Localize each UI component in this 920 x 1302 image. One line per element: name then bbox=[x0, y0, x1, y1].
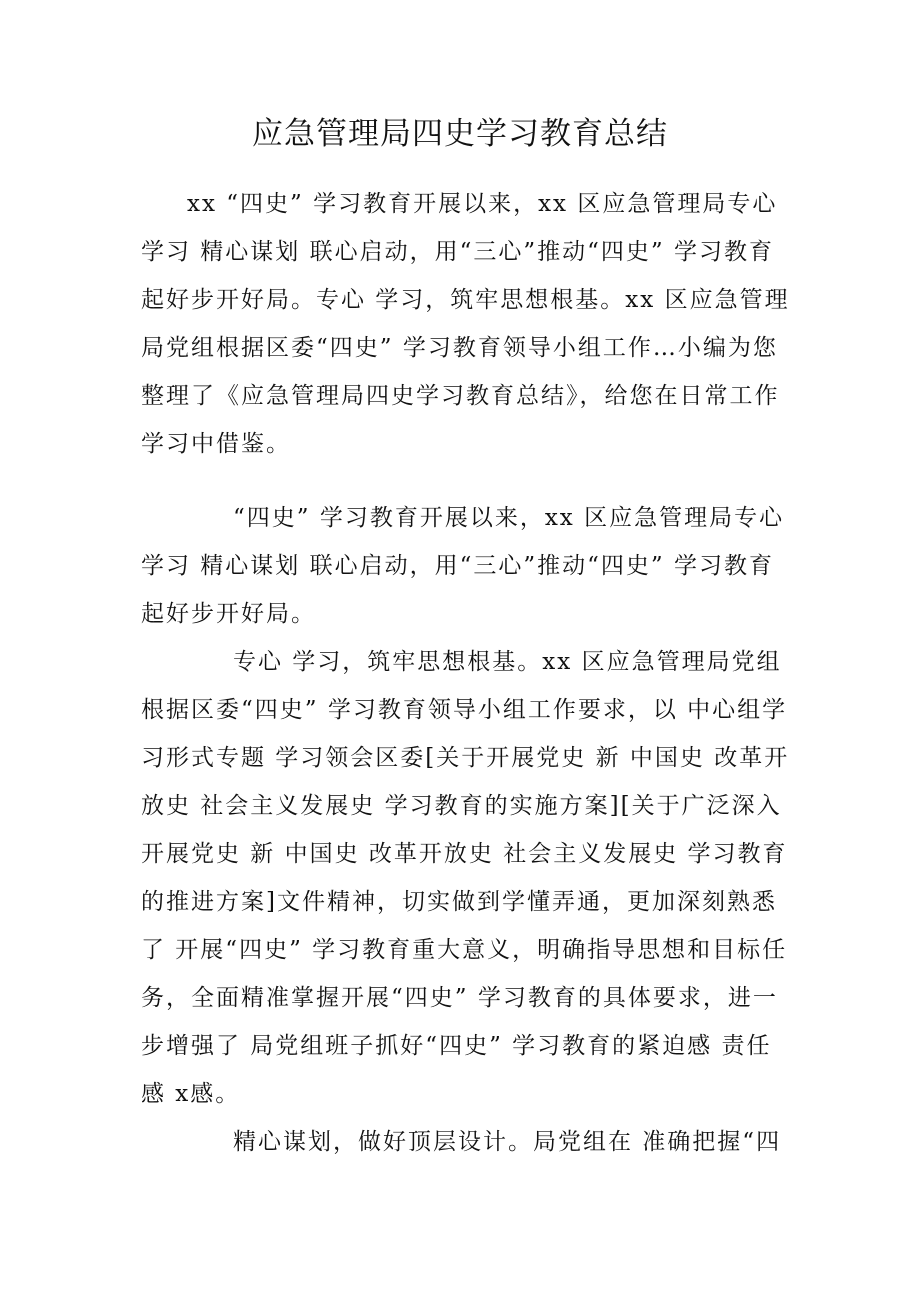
paragraph-study: 专心 学习，筑牢思想根基。xx 区应急管理局党组根据区委“四史” 学习教育领导小组工作要求，以 中心组学习形式专题 学习领会区委[关于开展党史 新 中国史 改革开放史 社会主义发展史 学习教育的实施方案][关于广泛深入开展党史 新 中国史 改革开放史 社会主义发展史 学习教育的推进方案]文件精神，切实做到学懂弄通，更加深刻熟悉了 开展“四史” 学习教育重大意义，明确指导思想和目标任务，全面精准掌握开展“四史” 学习教育的具体要求，进一步增强了 局党组班子抓好“四史” 学习教育的紧迫感 责任感 x感。 bbox=[141, 649, 790, 1107]
paragraph-overview: “四史” 学习教育开展以来，xx 区应急管理局专心 学习 精心谋划 联心启动，用“三心”推动“四史” 学习教育起好步开好局。 bbox=[141, 505, 785, 627]
paragraph-planning: 精心谋划，做好顶层设计。局党组在 准确把握“四 bbox=[233, 1129, 782, 1155]
paragraph-intro: xx “四史” 学习教育开展以来，xx 区应急管理局专心学习 精心谋划 联心启动，用“三心”推动“四史” 学习教育起好步开好局。专心 学习，筑牢思想根基。xx 区应急管理局党组根据区委“四史” 学习教育领导小组工作…小编为您整理了《应急管理局四史学习教育总结》，给您在日常工作学习中借鉴。 bbox=[141, 191, 790, 457]
document-title: 应急管理局四史学习教育总结 bbox=[252, 116, 668, 152]
